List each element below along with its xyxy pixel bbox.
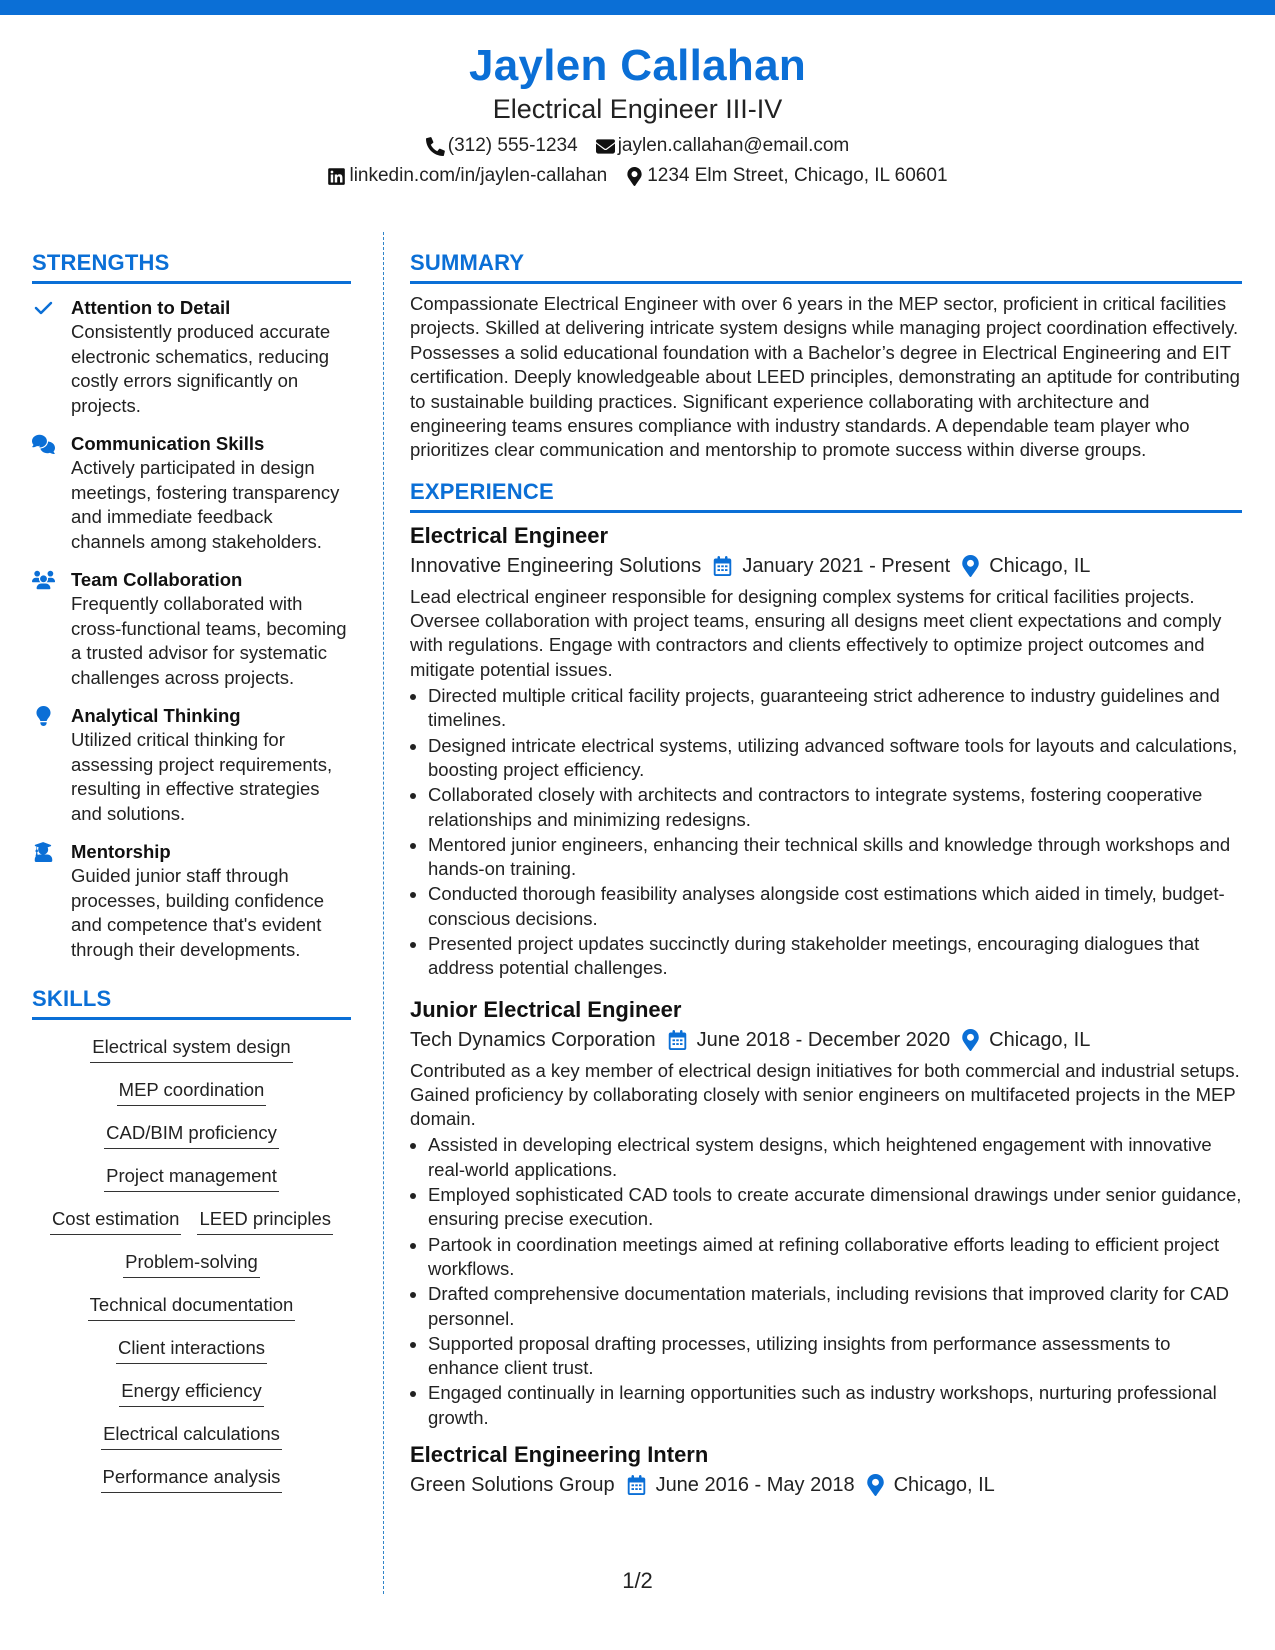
job-meta [410,1470,1242,1500]
job-bullet: • Employed sophisticated CAD tools to create accurate dimensional drawings under senior guidance, ensuring precise execution. [428,1183,1242,1232]
strength-title: Attention to Detail [71,297,231,318]
skill-tag: Energy efficiency [119,1378,264,1407]
strength-description: Actively participated in design meetings, fostering transparency and immediate feedback channels among stakeholders. [71,457,340,552]
graduate-icon [32,842,55,862]
calendar-icon [713,556,732,576]
job-bullet: • Mentored junior engineers, enhancing their technical skills and knowledge through workshops and hands-on training. [428,833,1242,882]
top-accent-bar [0,0,1275,15]
linkedin-text: linkedin.com/in/jaylen-callahan [349,165,608,186]
location-pin-icon [962,555,979,577]
job-bullets [410,1133,1242,1430]
strength-description: Utilized critical thinking for assessing project requirements, resulting in effective strategies and solutions. [71,729,333,824]
strength-description: Frequently collaborated with cross-functional teams, becoming a trusted advisor for systematic challenges across projects. [71,593,347,688]
strength-item [32,568,351,690]
left-column [32,248,351,1493]
job-bullet: • Partook in coordination meetings aimed at refining collaborative efforts leading to efficient project workflows. [428,1233,1242,1282]
job-bullet: • Designed intricate electrical systems, utilizing advanced software tools for layouts and calculations, boosting project efficiency. [428,734,1242,783]
skill-tag: Electrical calculations [101,1421,282,1450]
strength-title: Mentorship [71,841,171,862]
job-bullet: • Engaged continually in learning opportunities such as industry workshops, nurturing professional growth. [428,1381,1242,1430]
strength-description: Guided junior staff through processes, building confidence and competence that's evident through their developments. [71,865,324,960]
job-bullet: • Conducted thorough feasibility analyses alongside cost estimations which aided in timely, budget-conscious decisions. [428,882,1242,931]
comments-icon [32,434,55,454]
resume-header [0,38,1275,191]
job-location: Chicago, IL [989,1028,1091,1051]
strength-item [32,432,351,554]
location-pin-icon [625,167,644,186]
job-meta [410,551,1242,581]
email-contact[interactable] [596,131,850,161]
company-name: Green Solutions Group [410,1474,615,1497]
location-pin-icon [962,1029,979,1051]
job-location: Chicago, IL [893,1474,995,1497]
strengths-heading: STRENGTHS [32,248,351,284]
strength-title: Communication Skills [71,433,265,454]
phone-text: (312) 555-1234 [447,135,578,156]
job-bullet: • Presented project updates succinctly during stakeholder meetings, encouraging dialogues that address potential challenges. [428,932,1242,981]
calendar-icon [627,1475,646,1495]
job-title: Electrical Engineer [410,522,609,548]
skill-tag: Technical documentation [88,1292,296,1321]
job-entry [410,995,1242,1430]
skill-tag: CAD/BIM proficiency [104,1120,279,1149]
column-divider [383,232,384,1594]
lightbulb-icon [32,706,55,726]
strengths-list [32,296,351,962]
company-name: Tech Dynamics Corporation [410,1028,656,1051]
candidate-name: Jaylen Callahan [468,41,807,90]
linkedin-icon [327,167,346,186]
job-dates: June 2018 - December 2020 [696,1028,951,1051]
skill-tag: Electrical system design [90,1034,292,1063]
strength-description: Consistently produced accurate electronic schematics, reducing costly errors significantly on projects. [71,321,331,416]
candidate-title: Electrical Engineer III-IV [492,94,783,124]
page-number: 1/2 [622,1568,653,1593]
strength-title: Analytical Thinking [71,705,241,726]
strength-item [32,296,351,418]
job-dates: January 2021 - Present [742,554,951,577]
experience-heading: EXPERIENCE [410,477,1242,513]
skills-heading: SKILLS [32,984,351,1020]
skill-tag: Performance analysis [101,1464,283,1493]
job-description: Contributed as a key member of electrical design initiatives for both commercial and industrial setups. Gained proficiency by collaborating closely with senior engineers on multifaceted projects in the MEP domain. [410,1059,1240,1130]
job-dates: June 2016 - May 2018 [655,1474,855,1497]
job-bullet: • Directed multiple critical facility projects, guaranteeing strict adherence to industry guidelines and timelines. [428,684,1242,733]
linkedin-contact[interactable] [327,161,607,191]
check-icon [32,298,55,318]
skills-list [32,1034,351,1493]
skill-tag: Project management [104,1163,279,1192]
strength-item [32,840,351,962]
right-column [410,248,1242,1500]
calendar-icon [668,1030,687,1050]
job-bullet: • Assisted in developing electrical system designs, which heightened engagement with innovative real-world applications. [428,1133,1242,1182]
skill-tag: Client interactions [116,1335,267,1364]
phone-contact[interactable] [426,131,578,161]
users-icon [32,570,55,590]
strength-title: Team Collaboration [71,569,243,590]
phone-icon [426,137,445,156]
job-meta [410,1025,1242,1055]
summary-heading: SUMMARY [410,248,1242,284]
job-title: Electrical Engineering Intern [410,1442,709,1468]
envelope-icon [596,137,615,156]
contact-line-2 [0,161,1275,191]
job-bullet: • Supported proposal drafting processes, utilizing insights from performance assessments to enhance client trust. [428,1332,1242,1381]
job-bullets [410,684,1242,981]
skill-tag: MEP coordination [117,1077,267,1106]
skill-tag: Problem-solving [123,1249,260,1278]
address-text: 1234 Elm Street, Chicago, IL 60601 [647,165,948,186]
summary-text: Compassionate Electrical Engineer with over 6 years in the MEP sector, proficient in critical facilities projects. Skilled at delivering intricate system designs while managing project coordination effectively. Possesses a solid educational foundation with a Bachelor’s degree in Electrical Engineering and EIT certification. Deeply knowledgeable about LEED principles, demonstrating an aptitude for contributing to sustainable building practices. Significant experience collaborating with architecture and engineering teams ensures compliance with industry standards. A dependable team player who prioritizes clear communication and mentorship to promote success within diverse groups. [410,293,1240,461]
job-description: Lead electrical engineer responsible for designing complex systems for critical facilities projects. Oversee collaboration with project teams, ensuring all designs meet client expectations and comply with regulations. Engage with contractors and clients effectively to optimize project outcomes and mitigate potential issues. [410,585,1222,680]
company-name: Innovative Engineering Solutions [410,554,702,577]
contact-line-1 [0,131,1275,161]
email-text: jaylen.callahan@email.com [617,135,850,156]
job-location: Chicago, IL [989,554,1091,577]
job-entry [410,521,1242,981]
address-contact [625,161,947,191]
skill-tag: LEED principles [197,1206,333,1235]
location-pin-icon [867,1474,884,1496]
job-bullet: • Drafted comprehensive documentation materials, including revisions that improved clarity for CAD personnel. [428,1282,1242,1331]
job-entry [410,1440,1242,1500]
job-bullet: • Collaborated closely with architects and contractors to integrate systems, fostering cooperative relationships and minimizing redesigns. [428,783,1242,832]
skill-tag: Cost estimation [50,1206,182,1235]
job-title: Junior Electrical Engineer [410,996,682,1022]
strength-item [32,704,351,826]
